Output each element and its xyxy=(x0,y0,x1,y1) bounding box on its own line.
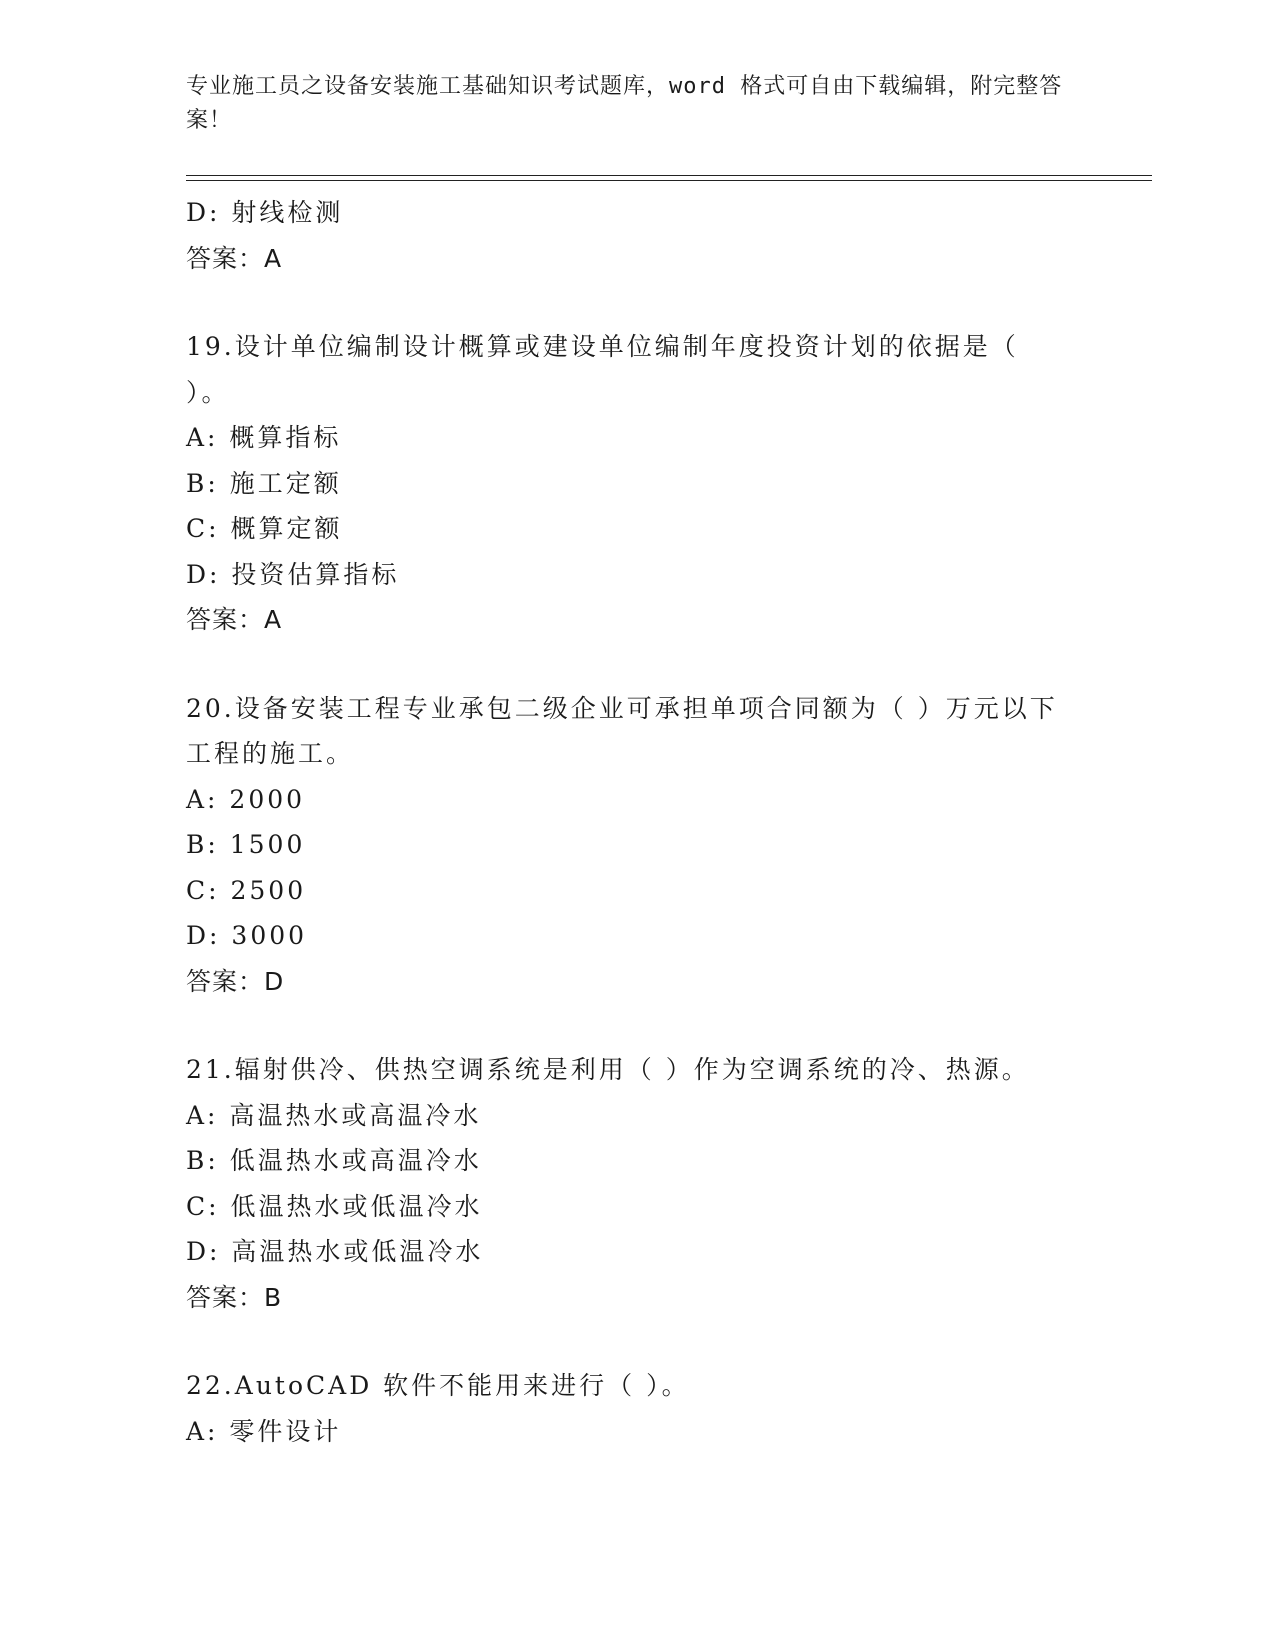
option-c: C: 低温热水或低温冷水 xyxy=(186,1191,483,1221)
option-c: C: 2500 xyxy=(186,875,307,905)
spacer xyxy=(186,281,1066,324)
question-22 xyxy=(186,1363,1066,1454)
option-c: C: 概算定额 xyxy=(186,514,343,543)
option-d: D: 高温热水或低温冷水 xyxy=(186,1237,484,1266)
question-stem: 19.设计单位编制设计概算或建设单位编制年度投资计划的依据是（ ）。 xyxy=(186,332,1019,407)
option-d: D: 射线检测 xyxy=(186,198,344,227)
option-a: A: 概算指标 xyxy=(186,423,342,452)
option-b: B: 1500 xyxy=(186,830,306,859)
answer-line: 答案：D xyxy=(186,966,285,996)
option-a: A: 零件设计 xyxy=(186,1416,342,1446)
question-20 xyxy=(186,686,1066,1005)
answer-line: 答案：A xyxy=(186,605,283,634)
option-a: A: 高温热水或高温冷水 xyxy=(186,1100,482,1130)
question-21 xyxy=(186,1047,1066,1320)
option-b: B: 低温热水或高温冷水 xyxy=(186,1146,482,1175)
answer-line: 答案：A xyxy=(186,243,283,273)
option-b: B: 施工定额 xyxy=(186,468,342,498)
document-header xyxy=(186,70,1066,138)
option-d: D: 投资估算指标 xyxy=(186,559,400,589)
spacer xyxy=(186,643,1066,686)
question-19 xyxy=(186,324,1066,643)
spacer xyxy=(186,1320,1066,1363)
header-divider-top xyxy=(186,175,1152,176)
spacer xyxy=(186,1004,1066,1047)
question-stem: 21.辐射供冷、供热空调系统是利用（ ）作为空调系统的冷、热源。 xyxy=(186,1055,1030,1084)
option-a: A: 2000 xyxy=(186,784,306,814)
option-d: D: 3000 xyxy=(186,921,308,950)
header-divider-bottom xyxy=(186,180,1152,181)
header-text: 专业施工员之设备安装施工基础知识考试题库，word 格式可自由下载编辑，附完整答案！ xyxy=(186,74,1063,133)
question-stem: 22.AutoCAD 软件不能用来进行（ ）。 xyxy=(186,1371,690,1400)
question-stem: 20.设备安装工程专业承包二级企业可承担单项合同额为（ ）万元以下工程的施工。 xyxy=(186,693,1058,768)
answer-line: 答案：B xyxy=(186,1282,283,1312)
question-list xyxy=(186,190,1066,1454)
